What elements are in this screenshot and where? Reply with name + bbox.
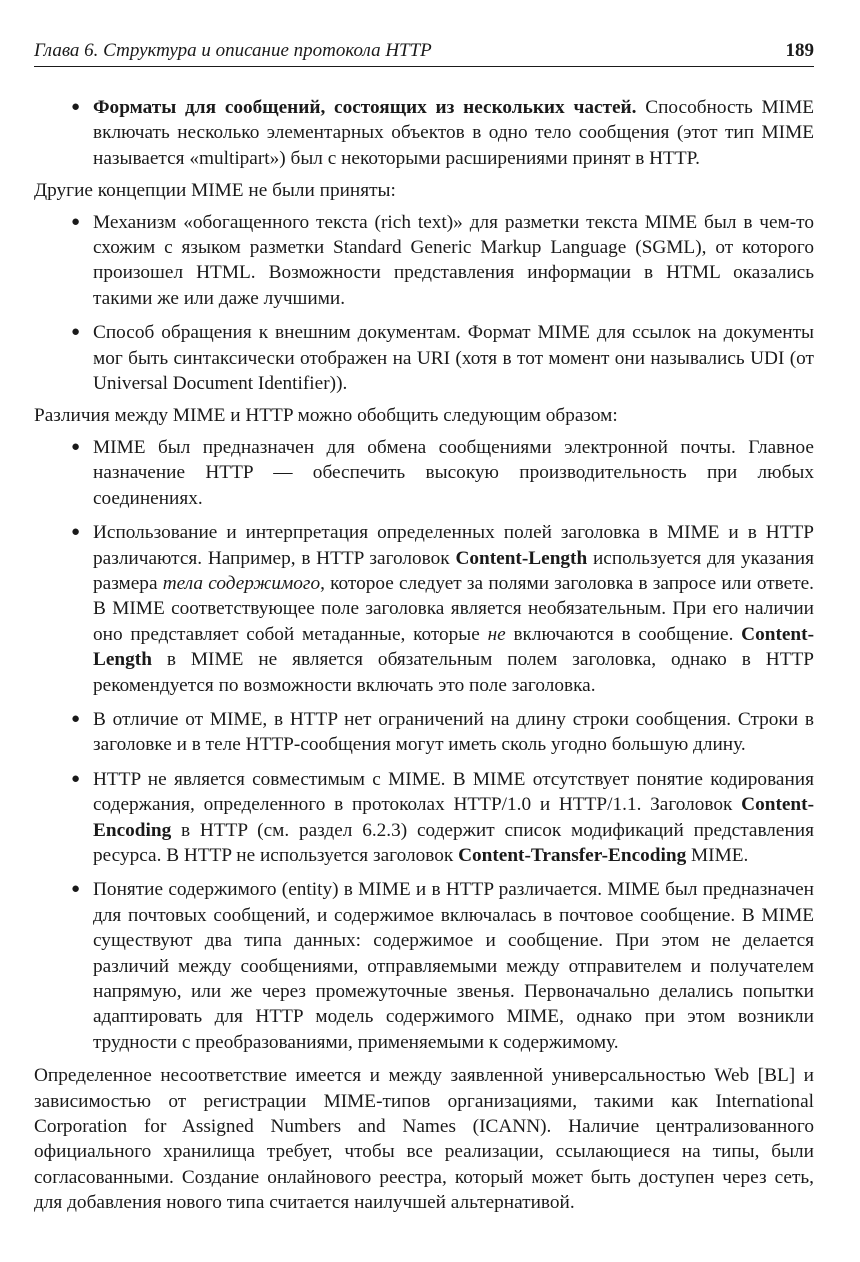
list-item	[71, 767, 814, 869]
bullet-list-not-adopted	[71, 210, 814, 397]
item-text: Механизм «обогащенного текста (rich text)» для разметки текста MIME был в чем-то схожим с языком разметки Standard Generic Markup Language (SGML), от которого произошел HTML. Возможности представления информации в HTML оказались такими же или даже лучшими.	[93, 211, 814, 309]
header-name-bold: Content-Encoding	[93, 794, 814, 841]
item-text: HTTP не является совместимым с MIME. В MIME отсутствует понятие кодирования содержания, определенного в протоколах HTTP/1.0 и HTTP/1.1. Заголовок	[93, 768, 814, 816]
header-name-bold: Content-Length	[455, 547, 588, 569]
bullet-icon: ●	[71, 881, 81, 898]
item-text: MIME был предназначен для обмена сообщениями электронной почты. Главное назначение HTTP — обеспечить высокую производительность при любых соединениях.	[93, 436, 814, 509]
list-item	[71, 520, 815, 698]
bullet-icon: ●	[71, 99, 81, 115]
bullet-icon: ●	[71, 524, 81, 541]
header-name-bold: Content-Transfer-Encoding	[458, 844, 687, 866]
item-text: в MIME не является обязательным полем заголовка, однако в HTTP рекомендуется по возможности включать это поле заголовка.	[93, 649, 814, 696]
page-body	[34, 95, 815, 1222]
item-text: Понятие содержимого (entity) в MIME и в HTTP различается. MIME был предназначен для почтовых сообщений, и содержимое включалась в почтовое сообщение. В MIME существуют два типа данных: содержимое и сообщение. При этом не делается различий между сообщениями, отправляемыми между отправителем и получателем напрямую, или же через промежуточные звенья. Первоначально делались попытки адаптировать для HTTP модель содержимого MIME, однако при этом возникли трудности с преобразованиями, применяемыми к содержимому.	[93, 879, 814, 1053]
item-text: Использование и интерпретация определенных полей заголовка в MIME и в HTTP различаются. Например, в HTTP заголовок	[93, 522, 814, 569]
bullet-icon: ●	[71, 213, 81, 230]
list-item	[71, 210, 814, 312]
paragraph-differences: Различия между MIME и HTTP можно обобщить следующим образом:	[34, 405, 618, 427]
list-item	[71, 707, 814, 758]
item-text: включаются в сообщение.	[505, 623, 742, 645]
bullet-icon: ●	[71, 438, 81, 455]
list-item	[71, 95, 815, 171]
list-item	[71, 877, 814, 1055]
paragraph-other-concepts: Другие концепции MIME не были приняты:	[34, 180, 396, 202]
paragraph-final: Определенное несоответствие имеется и между заявленной универсальностью Web [BL] и зависимостью от регистрации MIME-типов организациями, такими как International Corporation for Assigned Numbers and Names (ICANN). Наличие централизованного официального хранилища требует, чтобы все реализации, ссылающиеся на типы, были согласованными. Создание онлайнового реестра, который может быть доступен через сеть, для добавления нового типа считается наилучшей альтернативой.	[34, 1065, 814, 1214]
item-text: используется для указания размера	[93, 547, 814, 594]
item-text: Способ обращения к внешним документам. Формат MIME для ссылок на документы мог быть синтаксически отображен на URI (хотя в тот момент они назывались UDI (от Universal Document Identifier)).	[93, 322, 814, 395]
running-title: Глава 6. Структура и описание протокола HTTP	[34, 40, 432, 61]
item-text: MIME.	[686, 844, 749, 866]
item-text: , которое следует за полями заголовка в запросе или ответе. В MIME соответствующее поле заголовка является необязательным. При его наличии оно представляет собой метаданные, которые	[93, 572, 815, 645]
bullet-list-differences	[71, 435, 815, 1055]
bullet-icon: ●	[71, 770, 81, 787]
item-text: В отличие от MIME, в HTTP нет ограничений на длину строки сообщения. Строки в заголовке и в теле HTTP-сообщения могут иметь сколь угодно большую длину.	[93, 708, 814, 756]
item-lead: Форматы для сообщений, состоящих из нескольких частей.	[93, 97, 637, 118]
bullet-list-adopted	[71, 95, 815, 171]
header-name-bold: Content-Length	[93, 623, 814, 671]
bullet-icon: ●	[71, 324, 81, 341]
running-header	[34, 40, 814, 67]
item-text: в HTTP (см. раздел 6.2.3) содержит список модификаций представления ресурса. В HTTP не используется заголовок	[93, 819, 814, 866]
emphasis-italic: тела содержимого	[162, 572, 321, 594]
list-item	[71, 435, 814, 511]
item-text: Способность MIME включать несколько элементарных объектов в одно тело сообщения (этот тип MIME называется «multipart») был с некоторыми расширениями принят в HTTP.	[93, 97, 815, 169]
bullet-icon: ●	[71, 710, 81, 727]
page-number: 189	[785, 40, 814, 61]
list-item	[71, 320, 814, 396]
emphasis-italic: не	[487, 623, 506, 645]
